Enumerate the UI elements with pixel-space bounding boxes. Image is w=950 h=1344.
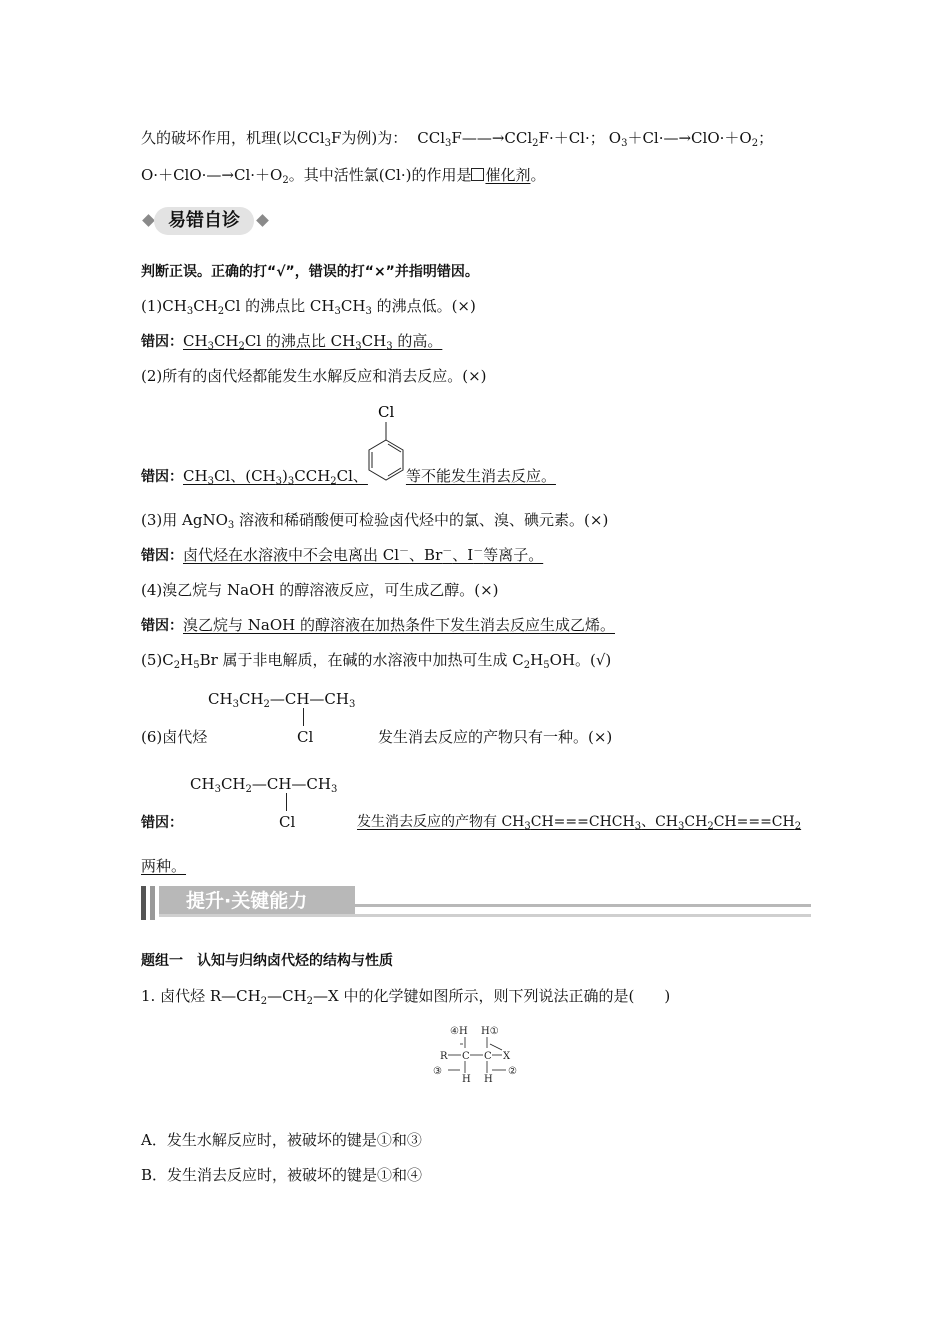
section-header-ability: [141, 886, 811, 922]
item-1-reason: 错因：$CH_3CH_2Cl$ 的沸点比 $CH_3CH_3$ 的高。: [141, 332, 443, 352]
label-2: ②: [508, 1066, 517, 1077]
item-3-reason: 错因：卤代烃在水溶液中不会电离出 Cl－、Br－、I－等离子。: [141, 546, 544, 564]
label-3: ③: [433, 1066, 442, 1077]
bond-line: [303, 708, 304, 726]
diamond-icon: [142, 214, 155, 227]
label-h-bottom2: H: [484, 1074, 493, 1085]
group-title: 题组一 认知与归纳卤代烃的结构与性质: [141, 953, 393, 969]
item-3-question: (3)用 AgNO$_3$ 溶液和稀硝酸便可检验卤代烃中的氯、溴、碘元素。(×): [141, 511, 609, 531]
intro-line-2: $O\cdot+ClO\cdot—\to Cl\cdot+O_2$。其中活性氯(Cl·)的作用是 催化剂。: [141, 166, 546, 186]
diamond-icon: [256, 214, 269, 227]
instruction: 判断正误。正确的打“√”，错误的打“×”并指明错因。: [141, 264, 479, 280]
item-6-question: (6)卤代烃: [141, 728, 208, 746]
item-6-structure-top: $CH_3CH_2—CH—CH_3$: [208, 690, 356, 710]
bond-line: [286, 793, 287, 811]
item-2-reason: 错因：$CH_3Cl$、$(CH_3)_3CCH_2Cl$、 等不能发生消去反应。: [141, 467, 556, 487]
item-6-structure-cl: Cl: [297, 728, 314, 746]
item-5-question: $(5)C_2H_5Br$ 属于非电解质，在碱的水溶液中加热可生成 $C_2H_5OH$。(√): [141, 651, 612, 671]
question-1: 1. 卤代烃 $R—CH_2—CH_2—X$ 中的化学键如图所示，则下列说法正确的是( ): [141, 987, 671, 1007]
intro-line-1: 久的破坏作用，机理(以CCl$_3$F为例)为： CCl$_3$F——→CCl$_2$F·＋Cl·； $O_3+Cl\cdot—\to ClO\cdot+O_2$；: [141, 129, 774, 149]
section-tag-label: 易错自诊: [154, 207, 254, 235]
label-h-bottom1: H: [462, 1074, 471, 1085]
answer-catalyst: 催化剂: [471, 166, 530, 184]
item-6-reason-label: 错因：: [141, 815, 183, 831]
label-x: X: [503, 1051, 511, 1062]
label-c1: C: [462, 1051, 470, 1062]
intro-text: 久的破坏作用，机理(以: [141, 129, 297, 147]
item-1-question: $(1)CH_3CH_2Cl$ 的沸点比 $CH_3CH_3$ 的沸点低。(×): [141, 297, 476, 317]
label-r: R: [440, 1051, 448, 1062]
reason-6-structure-cl: Cl: [279, 813, 296, 831]
bond-diagram: [430, 1022, 530, 1088]
reason-6-structure-top: $CH_3CH_2—CH—CH_3$: [190, 775, 338, 795]
item-2-question: (2)所有的卤代烃都能发生水解反应和消去反应。(×): [141, 367, 487, 385]
section-title: 提升·关键能力: [186, 890, 308, 912]
item-6-question-tail: 发生消去反应的产物只有一种。(×): [378, 728, 613, 746]
option-b: B．发生消去反应时，被破坏的键是①和④: [141, 1166, 423, 1184]
label-c2: C: [484, 1051, 492, 1062]
label-4-h: ④H: [450, 1026, 468, 1037]
item-4-question: (4)溴乙烷与 NaOH 的醇溶液反应，可生成乙醇。(×): [141, 581, 499, 599]
item-6-reason: 发生消去反应的产物有 $CH_3CH===CHCH_3$、$CH_3CH_2CH===CH_2$: [357, 814, 802, 832]
blank-box: [471, 168, 484, 181]
option-a: A．发生水解反应时，被破坏的键是①和③: [141, 1131, 422, 1149]
cl-label: Cl: [378, 403, 395, 421]
label-h-1: H①: [481, 1026, 499, 1037]
item-4-reason: 错因：溴乙烷与 NaOH 的醇溶液在加热条件下发生消去反应生成乙烯。: [141, 616, 615, 634]
item-6-reason-cont: 两种。: [141, 857, 187, 875]
